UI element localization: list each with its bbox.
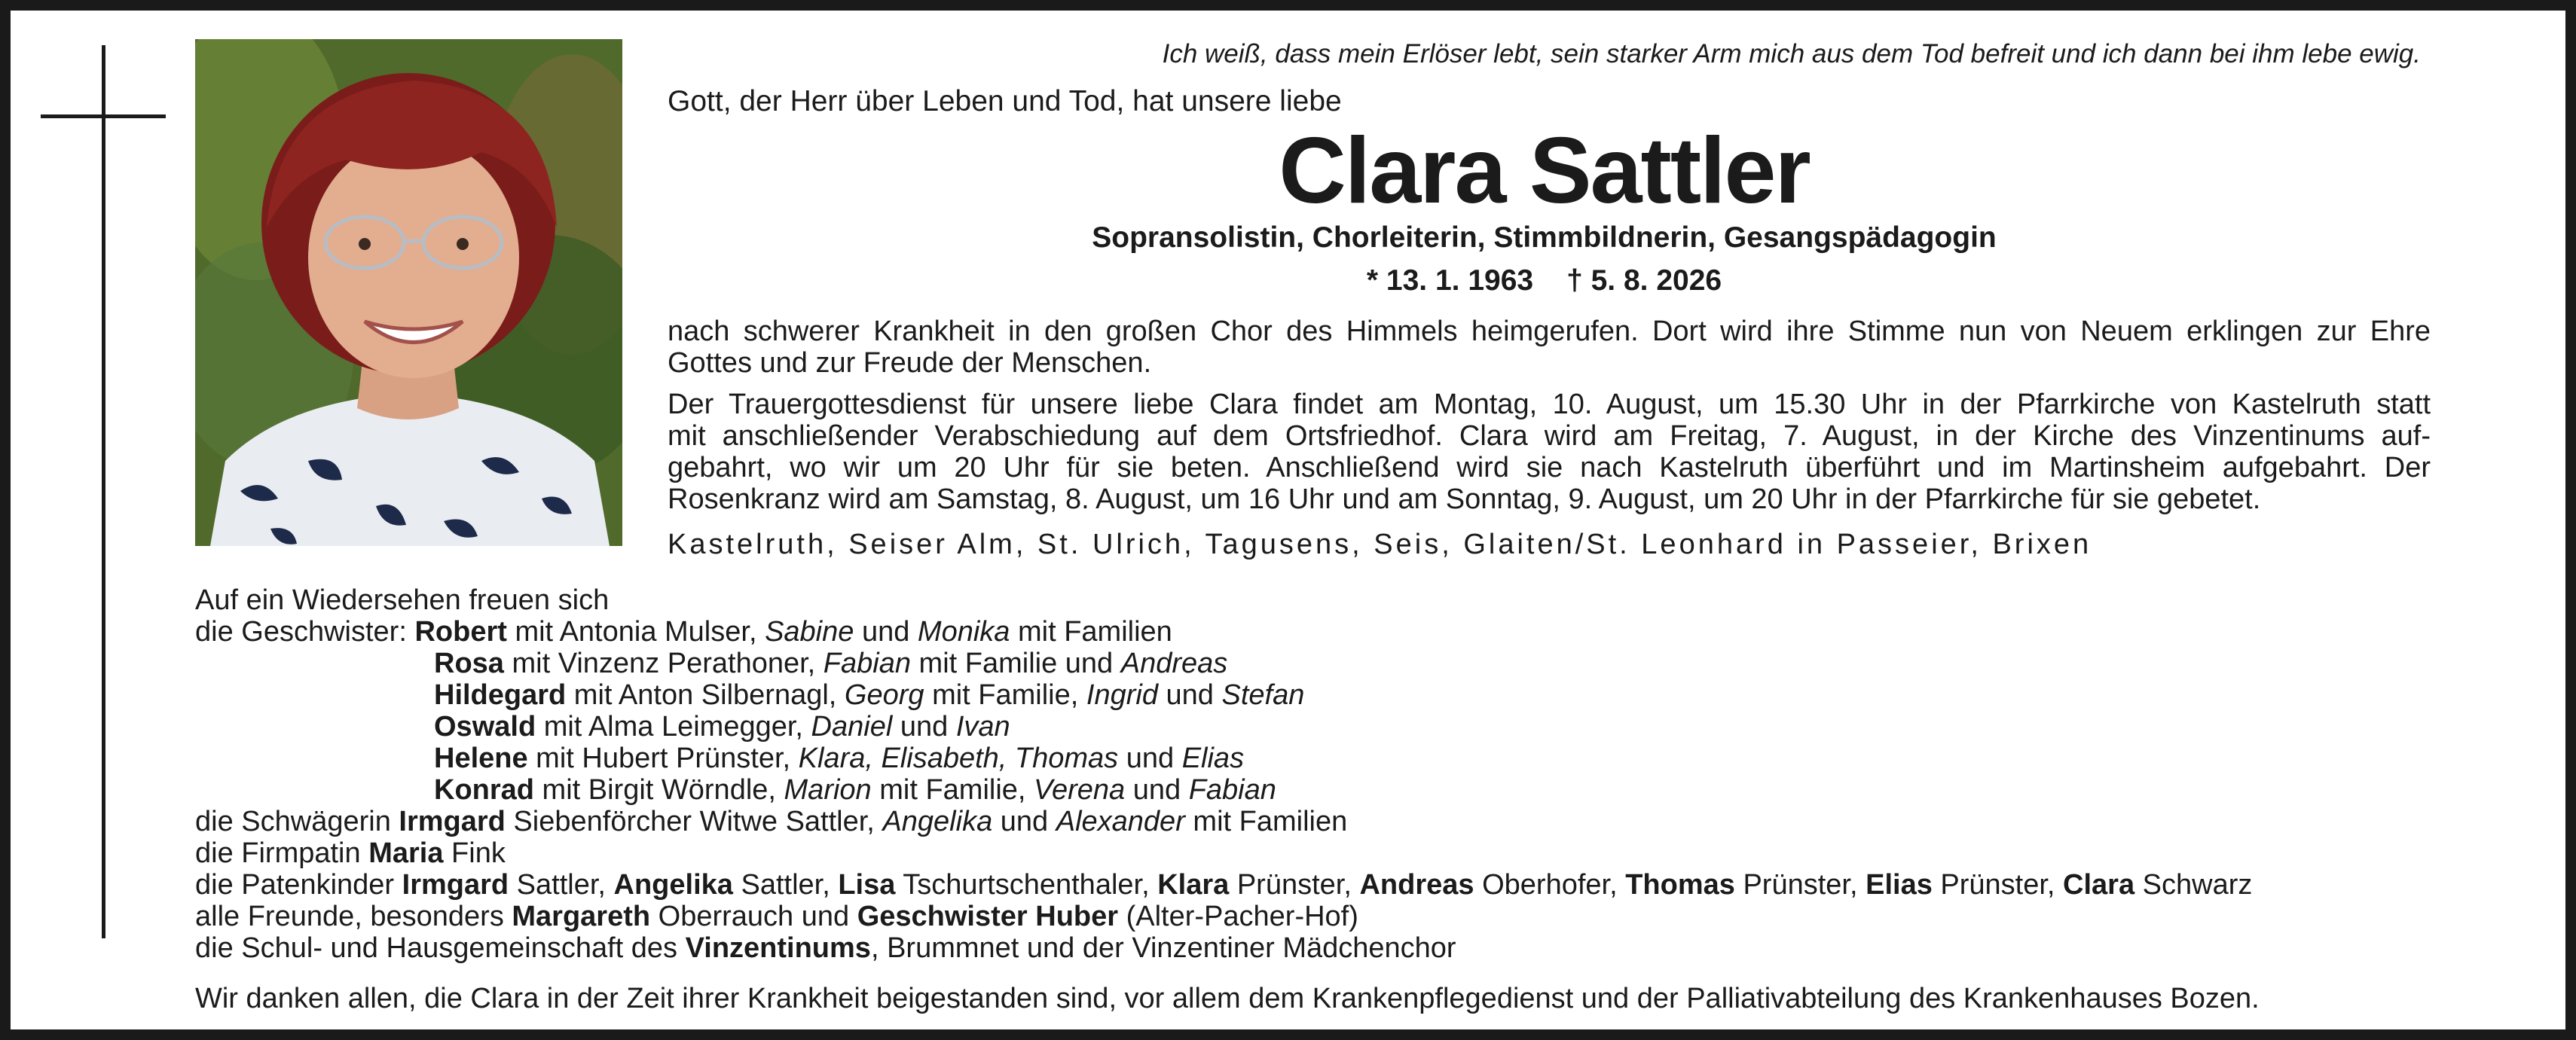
name-bold: Angelika xyxy=(613,869,733,901)
text-segment: (Alter-Pacher-Hof) xyxy=(1118,901,1358,932)
paragraph-line: nach schwerer Krankheit in den großen Chor des Himmels heimgerufen. Dort wird ihre Stimme nun von Neuem erklingen zur Ehre xyxy=(668,316,2431,347)
sibling-row xyxy=(195,711,2252,743)
siblings-label: die Geschwister: xyxy=(195,616,415,648)
text-segment: alle Freunde, besonders xyxy=(195,901,512,932)
paragraph-line: gebahrt, wo wir um 20 Uhr für sie beten. Anschließend wird sie nach Kastelruth überführt und im Martinsheim aufgebahrt. Der xyxy=(668,452,2431,483)
portrait-illustration xyxy=(195,39,622,546)
text-segment: mit Familie und xyxy=(911,648,1121,679)
text-segment: Prünster, xyxy=(1932,869,2064,901)
mourner-row xyxy=(195,901,2252,932)
text-segment: mit Familie, xyxy=(924,679,1086,711)
mourner-row xyxy=(195,869,2252,901)
name-italic: Sabine xyxy=(765,616,854,648)
mourner-row xyxy=(195,806,2252,837)
text-segment: mit Birgit Wörndle, xyxy=(534,774,784,806)
name-italic: Angelika xyxy=(882,806,993,837)
obituary-notice xyxy=(11,11,2565,1029)
mourner-row xyxy=(195,837,2252,869)
life-dates xyxy=(668,264,2421,297)
mourners-heading: Auf ein Wiedersehen freuen sich xyxy=(195,584,610,616)
text-segment: mit Familien xyxy=(1010,616,1172,648)
text-segment: und xyxy=(1157,679,1222,711)
cross-horizontal-bar xyxy=(41,114,166,118)
text-segment: Sattler, xyxy=(732,869,839,901)
death-date: † 5. 8. 2026 xyxy=(1566,264,1722,297)
name-bold: Maria xyxy=(368,837,444,869)
text-segment: die Firmpatin xyxy=(195,837,369,869)
text-segment: mit Alma Leimegger, xyxy=(536,711,811,743)
name-bold: Rosa xyxy=(434,648,504,679)
text-segment: und xyxy=(1125,774,1189,806)
name-bold: Irmgard xyxy=(402,869,509,901)
text-segment: mit Vinzenz Perathoner, xyxy=(503,648,824,679)
sibling-row xyxy=(195,648,2252,679)
name-italic: Fabian xyxy=(1188,774,1276,806)
name-bold: Clara xyxy=(2063,869,2135,901)
paragraph-line: mit anschließender Verabschiedung auf dem Ortsfriedhof. Clara wird am Freitag, 7. August, in der Kirche des Vinzentinums auf- xyxy=(668,420,2431,452)
roles-line: Sopransolistin, Chorleiterin, Stimmbildnerin, Gesangspädagogin xyxy=(1092,221,1997,254)
name-bold: Lisa xyxy=(838,869,896,901)
name-italic: Ivan xyxy=(955,711,1010,743)
name-bold: Irmgard xyxy=(399,806,506,837)
name-bold: Margareth xyxy=(512,901,651,932)
text-segment: mit Familie, xyxy=(871,774,1034,806)
name-bold: Klara xyxy=(1157,869,1230,901)
text-segment: und xyxy=(892,711,956,743)
text-segment: mit Familien xyxy=(1184,806,1348,837)
text-segment: Tschurtschenthaler, xyxy=(895,869,1158,901)
name-italic: Alexander xyxy=(1056,806,1185,837)
name-bold: Oswald xyxy=(434,711,536,743)
text-segment: mit Anton Silbernagl, xyxy=(566,679,845,711)
text-segment: mit Hubert Prünster, xyxy=(527,743,799,774)
sibling-row xyxy=(195,679,2252,711)
name-bold: Elias xyxy=(1866,869,1933,901)
name-italic: Andreas xyxy=(1120,648,1228,679)
name-bold: Konrad xyxy=(434,774,534,806)
text-segment: , Brummnet und der Vinzentiner Mädchenchor xyxy=(870,932,1456,964)
name-bold: Helene xyxy=(434,743,528,774)
text-segment: die Patenkinder xyxy=(195,869,402,901)
bible-verse-motto: Ich weiß, dass mein Erlöser lebt, sein starker Arm mich aus dem Tod befreit und ich dann bei ihm lebe ewig. xyxy=(1162,39,2421,69)
name-italic: Marion xyxy=(784,774,872,806)
places-line: Kastelruth, Seiser Alm, St. Ulrich, Tagusens, Seis, Glaiten/St. Leonhard in Passeier, Brixen xyxy=(668,529,2092,560)
name-bold: Andreas xyxy=(1359,869,1474,901)
cross-vertical-bar xyxy=(102,45,105,938)
paragraph-line: Rosenkranz wird am Samstag, 8. August, um 16 Uhr und am Sonntag, 9. August, um 20 Uhr in der Pfarrkirche für sie gebetet. xyxy=(668,483,2261,515)
name-italic: Georg xyxy=(844,679,924,711)
name-italic: Monika xyxy=(917,616,1010,648)
intro-line: Gott, der Herr über Leben und Tod, hat unsere liebe xyxy=(668,85,1342,117)
name-italic: Klara, Elisabeth, Thomas xyxy=(798,743,1119,774)
name-italic: Stefan xyxy=(1221,679,1305,711)
paragraph-line: Gottes und zur Freude der Menschen. xyxy=(668,347,1152,379)
name-italic: Fabian xyxy=(823,648,911,679)
mourners-list xyxy=(195,584,2252,964)
name-bold: Geschwister Huber xyxy=(857,901,1119,932)
name-bold: Thomas xyxy=(1625,869,1735,901)
text-segment: und xyxy=(854,616,918,648)
name-italic: Daniel xyxy=(811,711,893,743)
portrait-photo xyxy=(195,39,622,546)
thanks-line: Wir danken allen, die Clara in der Zeit ihrer Krankheit beigestanden sind, vor allem dem Krankenpflegedienst und der Palliativabteilung des Krankenhauses Bozen. xyxy=(195,983,2260,1014)
text-segment: Oberhofer, xyxy=(1474,869,1626,901)
sibling-row xyxy=(195,743,2252,774)
text-segment: die Schwägerin xyxy=(195,806,399,837)
text-segment: und xyxy=(1118,743,1182,774)
text-segment: Prünster, xyxy=(1734,869,1866,901)
name-bold: Hildegard xyxy=(434,679,567,711)
paragraph-homecalling xyxy=(668,316,2431,379)
name-italic: Verena xyxy=(1034,774,1126,806)
sibling-row xyxy=(195,774,2252,806)
text-segment: Prünster, xyxy=(1229,869,1360,901)
text-segment: mit Antonia Mulser, xyxy=(506,616,765,648)
paragraph-line: Der Trauergottesdienst für unsere liebe Clara findet am Montag, 10. August, um 15.30 Uhr in der Pfarrkirche von Kastelruth statt xyxy=(668,389,2431,420)
sibling-row xyxy=(195,616,2252,648)
text-segment: Schwarz xyxy=(2134,869,2253,901)
name-bold: Vinzentinums xyxy=(685,932,871,964)
text-segment: Siebenförcher Witwe Sattler, xyxy=(505,806,883,837)
text-segment: und xyxy=(992,806,1056,837)
deceased-name: Clara Sattler xyxy=(1279,119,1810,223)
text-segment: Sattler, xyxy=(509,869,614,901)
name-italic: Ingrid xyxy=(1086,679,1158,711)
name-italic: Elias xyxy=(1181,743,1245,774)
text-segment: die Schul- und Hausgemeinschaft des xyxy=(195,932,686,964)
birth-date: * 13. 1. 1963 xyxy=(1366,264,1534,297)
name-bold: Robert xyxy=(414,616,507,648)
mourner-row xyxy=(195,932,2252,964)
paragraph-funeral-details xyxy=(668,389,2431,515)
text-segment: Fink xyxy=(443,837,506,869)
text-segment: Oberrauch und xyxy=(650,901,857,932)
